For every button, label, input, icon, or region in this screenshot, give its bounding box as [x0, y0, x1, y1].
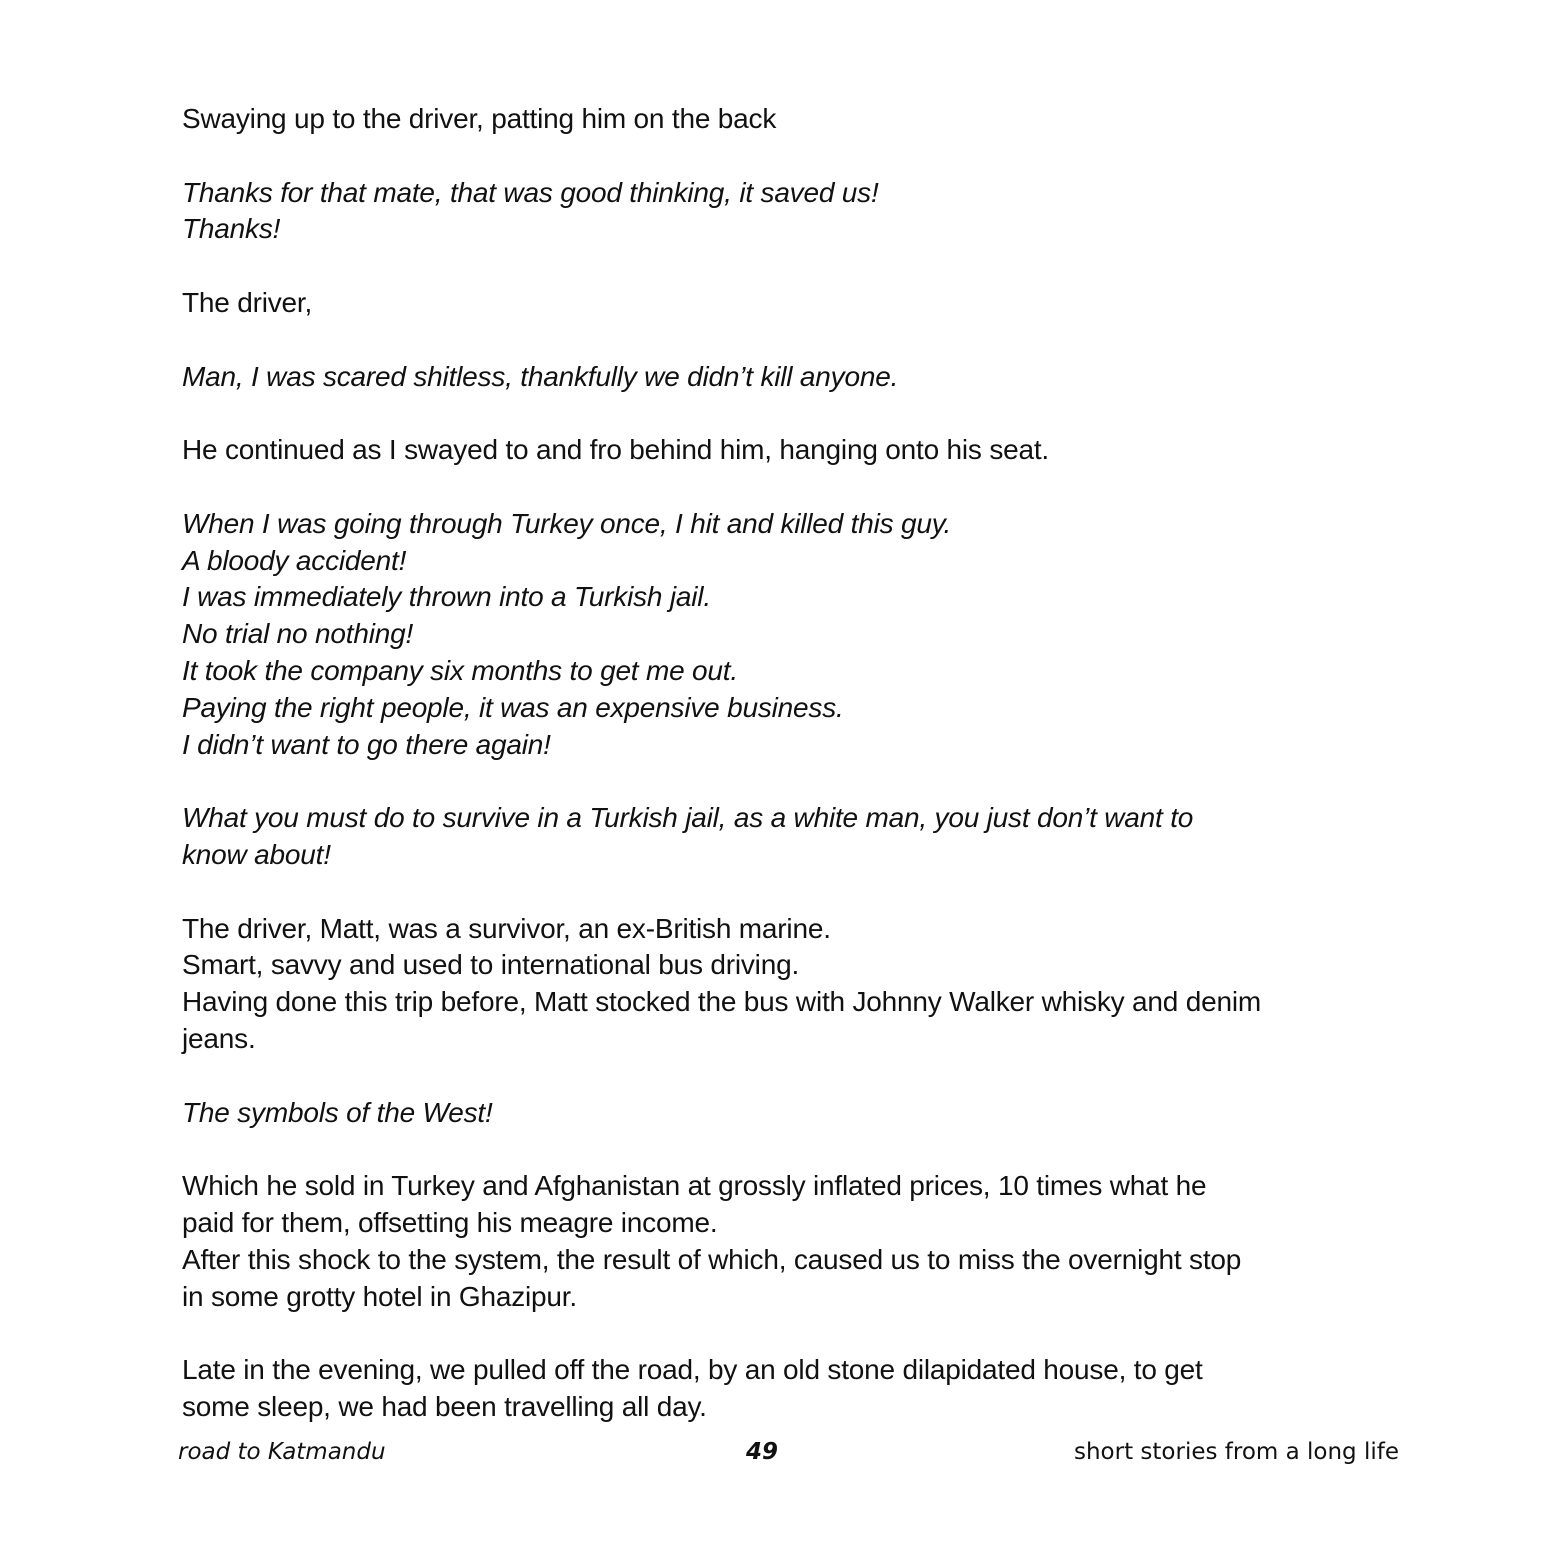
- text-line: Thanks!: [182, 213, 281, 245]
- text-line: paid for them, offsetting his meagre income.: [182, 1206, 718, 1238]
- text-line: Having done this trip before, Matt stocked the bus with Johnny Walker whisky and denim: [182, 986, 1261, 1018]
- text-line: When I was going through Turkey once, I hit and killed this guy.: [182, 507, 952, 539]
- page-body: [182, 101, 1412, 1462]
- text-line: No trial no nothing!: [182, 618, 414, 650]
- paragraph: [182, 1095, 1412, 1132]
- text-line: Swaying up to the driver, patting him on the back: [182, 103, 777, 134]
- text-line: He continued as I swayed to and fro behind him, hanging onto his seat.: [182, 434, 1050, 466]
- paragraph: [182, 800, 1412, 874]
- text-line: A bloody accident!: [182, 544, 407, 576]
- page-footer: [0, 1432, 1557, 1472]
- footer-series-title: short stories from a long life: [1074, 1439, 1399, 1465]
- text-line: know about!: [182, 838, 331, 870]
- footer-book-title: road to Katmandu: [178, 1439, 386, 1465]
- text-line: some sleep, we had been travelling all day.: [182, 1390, 707, 1422]
- text-line: I was immediately thrown into a Turkish jail.: [182, 581, 711, 613]
- text-line: Man, I was scared shitless, thankfully we didn’t kill anyone.: [182, 360, 899, 392]
- text-line: Paying the right people, it was an expensive business.: [182, 691, 844, 723]
- paragraph: [182, 1352, 1412, 1426]
- paragraph: [182, 359, 1412, 396]
- text-line: Late in the evening, we pulled off the road, by an old stone dilapidated house, to get: [182, 1354, 1203, 1386]
- text-line: The driver, Matt, was a survivor, an ex-British marine.: [182, 912, 831, 944]
- text-line: What you must do to survive in a Turkish jail, as a white man, you just don’t want to: [182, 802, 1194, 834]
- paragraph: [182, 285, 1412, 322]
- paragraph: [182, 1168, 1412, 1315]
- text-line: jeans.: [182, 1022, 256, 1054]
- page-number: 49: [746, 1439, 779, 1465]
- text-line: in some grotty hotel in Ghazipur.: [182, 1280, 577, 1312]
- paragraph: [182, 506, 1412, 764]
- paragraph: [182, 911, 1412, 1058]
- paragraph: [182, 101, 1412, 138]
- text-line: The symbols of the West!: [182, 1096, 493, 1128]
- paragraph: [182, 432, 1412, 469]
- text-line: Which he sold in Turkey and Afghanistan at grossly inflated prices, 10 times what he: [182, 1170, 1207, 1202]
- text-line: The driver,: [182, 286, 313, 318]
- text-line: After this shock to the system, the result of which, caused us to miss the overnight stop: [182, 1243, 1242, 1275]
- paragraph: [182, 175, 1412, 249]
- text-line: Thanks for that mate, that was good thinking, it saved us!: [182, 176, 879, 208]
- text-line: It took the company six months to get me out.: [182, 654, 738, 686]
- text-line: I didn’t want to go there again!: [182, 728, 551, 760]
- text-line: Smart, savvy and used to international bus driving.: [182, 949, 800, 981]
